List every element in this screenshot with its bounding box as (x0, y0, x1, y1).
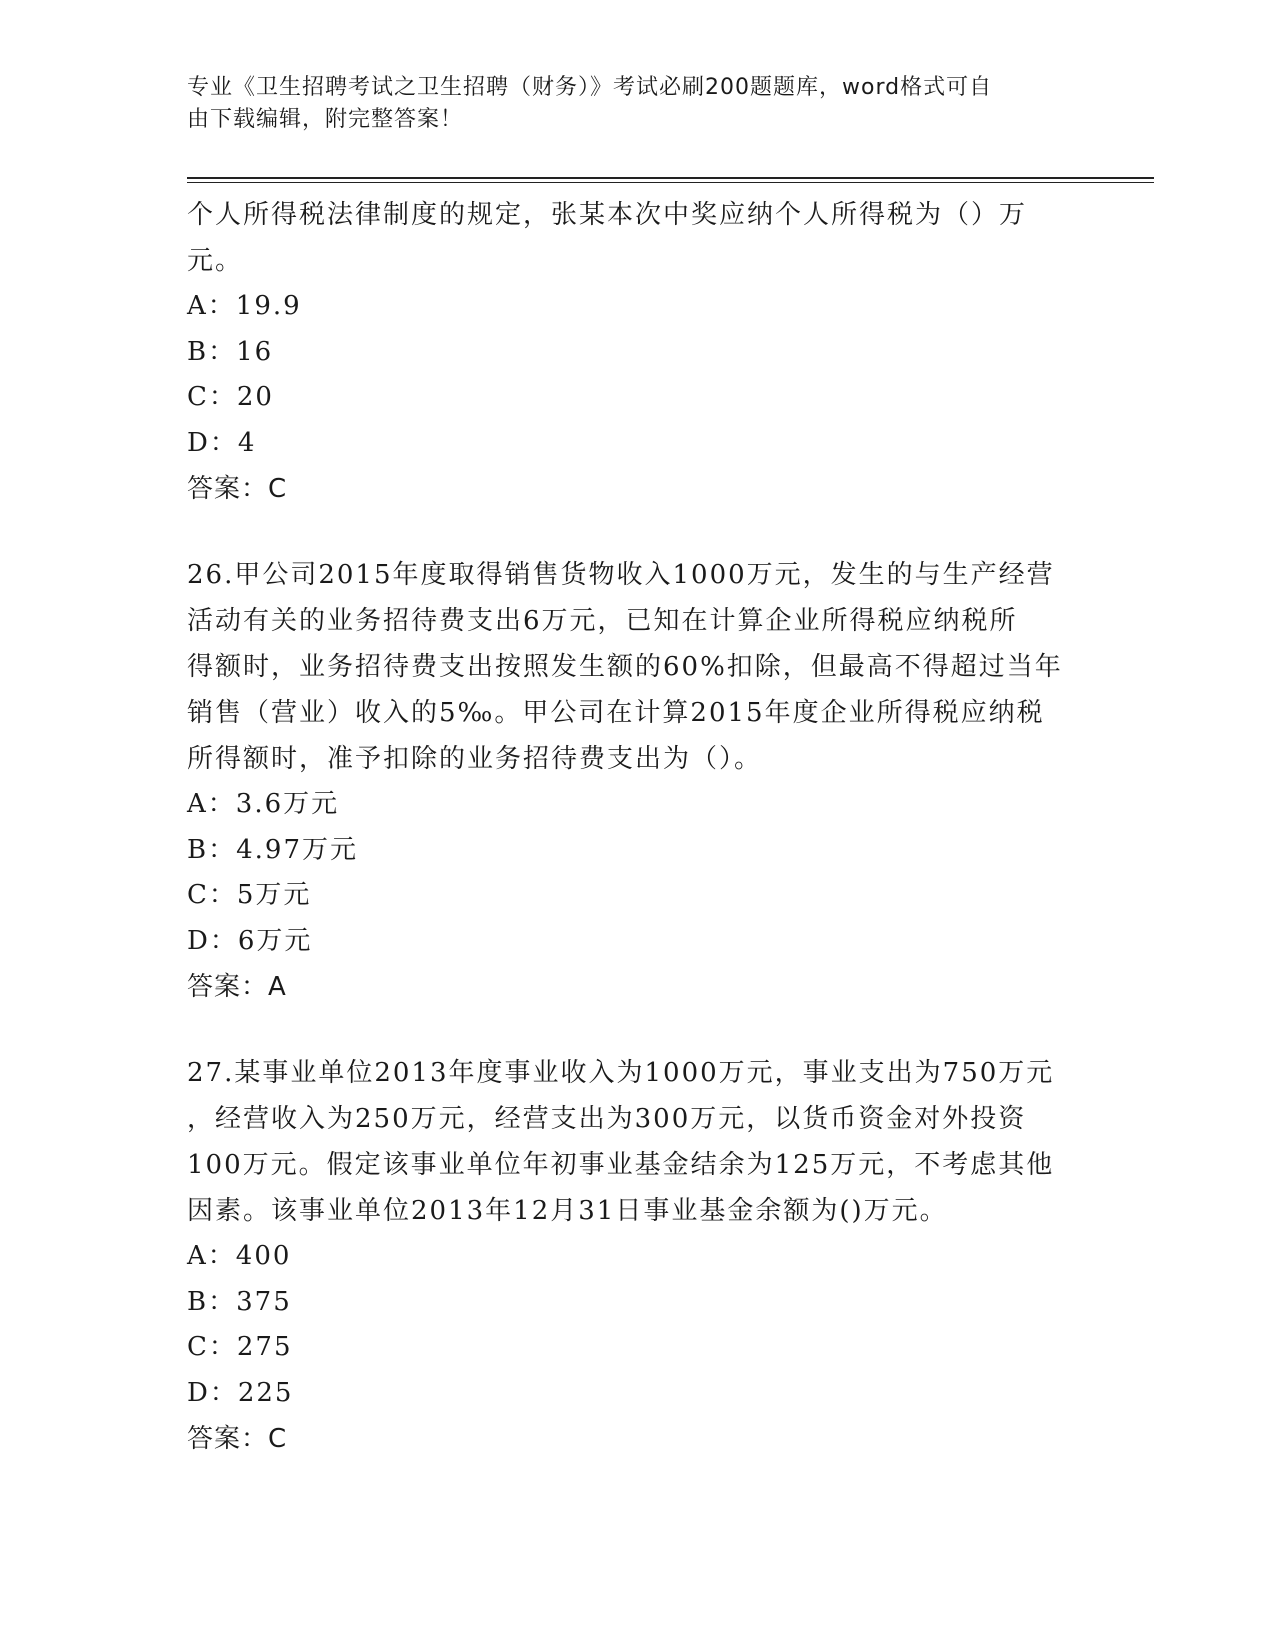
option-a: A：19.9 (187, 291, 302, 321)
question-list (187, 192, 1087, 1462)
option-b: B：375 (187, 1286, 292, 1317)
option-c: C：20 (187, 382, 274, 412)
option-d: D：6万元 (187, 925, 313, 956)
header-rule (187, 177, 1154, 179)
option-d: D：225 (187, 1377, 294, 1408)
page-header (187, 72, 1067, 136)
option-a: A：400 (187, 1241, 292, 1271)
question-27 (187, 1050, 1087, 1462)
question-stem-line: 因素。该事业单位2013年12月31日事业基金余额为()万元。 (187, 1196, 948, 1226)
answer: 答案：A (187, 972, 287, 1002)
question-stem-line: 个人所得税法律制度的规定，张某本次中奖应纳个人所得税为（）万 (187, 200, 1028, 230)
option-c: C：275 (187, 1332, 293, 1362)
question-stem-line: 26.甲公司2015年度取得销售货物收入1000万元，发生的与生产经营 (187, 560, 1055, 590)
question-26 (187, 552, 1087, 1010)
option-b: B：16 (187, 336, 274, 367)
header-line: 由下载编辑，附完整答案！ (187, 107, 464, 132)
option-c: C：5万元 (187, 880, 312, 910)
question-stem-line: 元。 (187, 246, 244, 276)
question-stem-line: 活动有关的业务招待费支出6万元，已知在计算企业所得税应纳税所 (187, 606, 1018, 636)
question-stem-line: 100万元。假定该事业单位年初事业基金结余为125万元，不考虑其他 (187, 1150, 1055, 1180)
question-stem-line: 27.某事业单位2013年度事业收入为1000万元，事业支出为750万元 (187, 1058, 1055, 1088)
question-stem-line: ，经营收入为250万元，经营支出为300万元，以货币资金对外投资 (187, 1104, 1027, 1134)
option-a: A：3.6万元 (187, 789, 340, 819)
answer: 答案：C (187, 1424, 288, 1454)
option-d: D：4 (187, 427, 257, 458)
question-continued (187, 192, 1087, 512)
answer: 答案：C (187, 474, 288, 504)
question-stem-line: 所得额时，准予扣除的业务招待费支出为（）。 (187, 744, 763, 774)
header-rule (187, 182, 1154, 183)
question-stem-line: 销售（营业）收入的5‰。甲公司在计算2015年度企业所得税应纳税 (187, 698, 1045, 728)
question-stem-line: 得额时，业务招待费支出按照发生额的60%扣除，但最高不得超过当年 (187, 652, 1063, 682)
option-b: B：4.97万元 (187, 834, 358, 865)
header-line: 专业《卫生招聘考试之卫生招聘（财务）》考试必刷200题题库，word格式可自 (187, 75, 993, 100)
